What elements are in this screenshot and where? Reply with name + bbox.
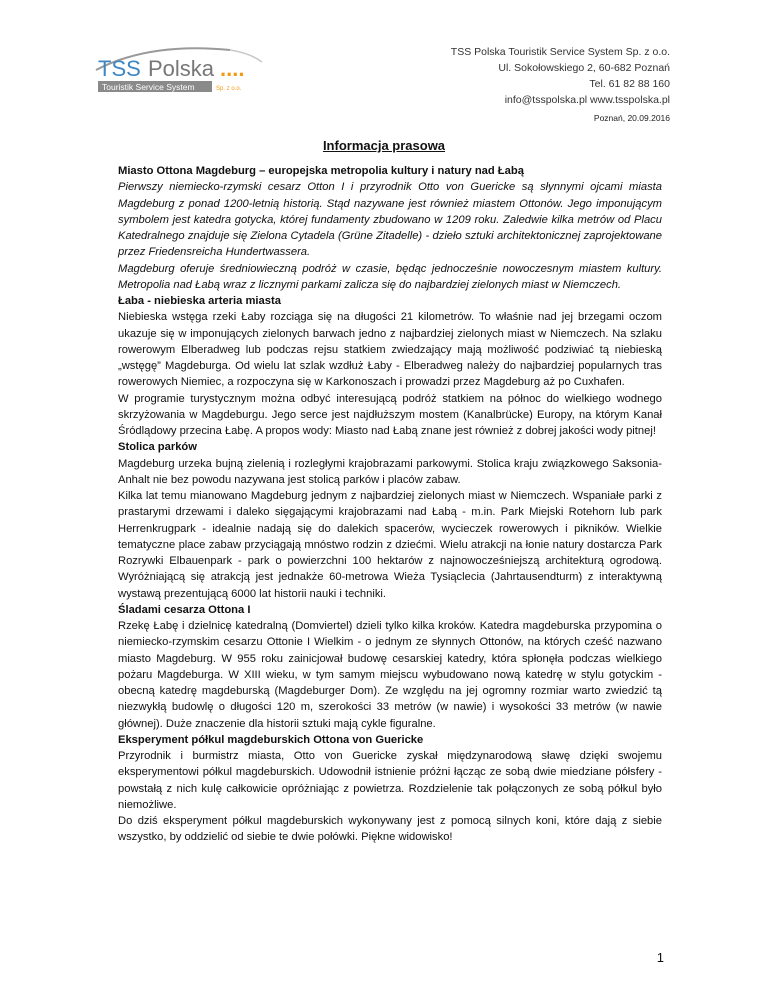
company-logo [90,40,270,102]
section-heading: Miasto Ottona Magdeburg – europejska metropolia kultury i natury nad Łabą [118,165,524,177]
section-heading: Eksperyment półkul magdeburskich Ottona von Guericke [118,733,424,746]
company-phone: Tel. 61 82 88 160 [589,78,670,90]
page-number: 1 [656,950,664,965]
logo-suffix: Sp. z o.o. [216,86,242,92]
logo-polska: Polska [148,56,215,81]
body-paragraph: Przyrodnik i burmistrz miasta, Otto von Guericke zyskał międzynarodową sławę dzięki swojemu eksperymentowi półkul magdeburskich. Udowodnił istnienie próżni łącząc ze sobą dwie miedziane półsfery - powstałą z nich kulę całkowicie opróżniając z powietrza. Rozdzielenie tak połączonych ze sobą półkul było niemożliwe. [118,750,662,811]
body-paragraph: W programie turystycznym można odbyć interesującą podróż statkiem na północ do wielkiego wodnego skrzyżowania w Magdeburgu. Jego serce jest najdłuższym mostem (Kanalbrücke) Europy, na którym Kanał Śródlądowy przecina Łabę. A propos wody: Miasto nad Łabą znane jest również z dobrej jakości wody pitnej! [118,392,662,437]
body-paragraph: Magdeburg urzeka bujną zielenią i rozległymi krajobrazami parkowymi. Stolica kraju związkowego Saksonia-Anhalt nie bez powodu nazywana jest stolicą parków i placów zabaw. [118,457,662,486]
company-street: Ul. Sokołowskiego 2, 60-682 Poznań [498,62,670,74]
company-name: TSS Polska Touristik Service System Sp. z o.o. [450,46,670,58]
press-release-body [118,163,662,846]
logo-graphic [90,40,270,102]
body-paragraph: Do dziś eksperyment półkul magdeburskich wykonywany jest z pomocą silnych koni, które dają z siebie wszystko, by oddzielić od siebie te dwie połówki. Piękne widowisko! [118,815,662,844]
body-paragraph: Rzekę Łabę i dzielnicę katedralną (Domviertel) dzieli tylko kilka kroków. Katedra magdeburska przypomina o niemiecko-rzymskim cesarzu Ottonie I Wielkim - o jednym ze słynnych Ottonów, na których cześć nazwano miasto Magdeburg. W 955 roku zainicjował budowę cesarskiej katedry, która spłonęła podczas wielkiego pożaru Magdeburga. W XIII wieku, w tym samym miejscu wybudowano nową katedrę w stylu gotyckim - obecną katedrę magdeburską (Magdeburger Dom). Ze względu na jej ogromny rozmiar warto zwiedzić tą niezwykłą budowlę o długości 120 m, szerokości 33 metrów (w nawie) i wysokości 33 metrów (w nawie głównej). Duże znaczenie dla historii sztuki mają cykle figuralne. [118,620,662,730]
body-paragraph: Kilka lat temu mianowano Magdeburg jednym z najbardziej zielonych miast w Niemczech. Wspaniałe parki z prastarymi drzewami i daleko sięgającymi krajobrazami nad Łabą - m.in. Park Miejski Rotehorn lub park Herrenkrugpark - idealnie nadają się do dalekich spacerów, wycieczek rowerowych i pikników. Wielkie tematyczne place zabaw przyciągają mnóstwo rodzin z dziećmi. Wielu atrakcji na łonie natury dostarcza Park Rozrywki Elbauenpark - park o powierzchni 100 hektarów z najnowocześniejszą architekturą ogrodową. Wyróżniającą się atrakcją jest jednakże 60-metrowa Wieża Tysiąclecia (Jahrtausendturm) z interaktywną wystawą prezentującą 6000 lat historii nauki i techniki. [118,490,662,600]
body-paragraph: Niebieska wstęga rzeki Łaby rozciąga się na długości 21 kilometrów. To właśnie nad jej brzegami oczom ukazuje się w imponujących zielonych barwach jedno z najbardziej zielonych miast w Niemczech. Na szlaku rowerowym Elberadweg lub podczas rejsu statkiem zwiedzający mają możliwość podziwiać tą niebieską „wstęgę” Magdeburga. Od wielu lat szlak wzdłuż Łaby - Elberadweg należy do najbardziej popularnych tras rowerowych Niemiec, a rozpoczyna się w Karkonoszach i prowadzi przez Magdeburg aż po Cuxhafen. [118,311,662,389]
company-contact: info@tsspolska.pl www.tsspolska.pl [504,94,670,106]
logo-tss: TSS [98,56,141,81]
intro-paragraph: Pierwszy niemiecko-rzymski cesarz Otton I i przyrodnik Otto von Guericke są słynnymi ojcami miasta Magdeburg z ponad 1200-letnią historią. Stąd nazywane jest również miastem Ottonów. Jego imponującym symbolem jest katedra gotycka, której fundamenty zbudowano w 1209 roku. Zaledwie kilka metrów od Placu Katedralnego znajduje się Zielona Cytadela (Grüne Zitadelle) - dzieło sztuki architektonicznej zaprojektowane przez Friedensreicha Hundertwassera. [118,181,662,259]
logo-tagline: Touristik Service System [102,82,195,92]
section-heading: Śladami cesarza Ottona I [118,603,251,616]
document-date: Poznań, 20.09.2016 [593,113,670,123]
intro-paragraph: Magdeburg oferuje średniowieczną podróż w czasie, będąc jednocześnie nowoczesnym miastem kultury. Metropolia nad Łabą wraz z licznymi parkami zalicza się do najbardziej zielonych miast w Niemczech. [118,262,662,291]
document-title: Informacja prasowa [322,138,446,153]
section-heading: Łaba - niebieska arteria miasta [118,295,281,307]
section-heading: Stolica parków [118,441,197,454]
logo-dots: .... [220,56,245,81]
company-address-block [451,44,670,108]
